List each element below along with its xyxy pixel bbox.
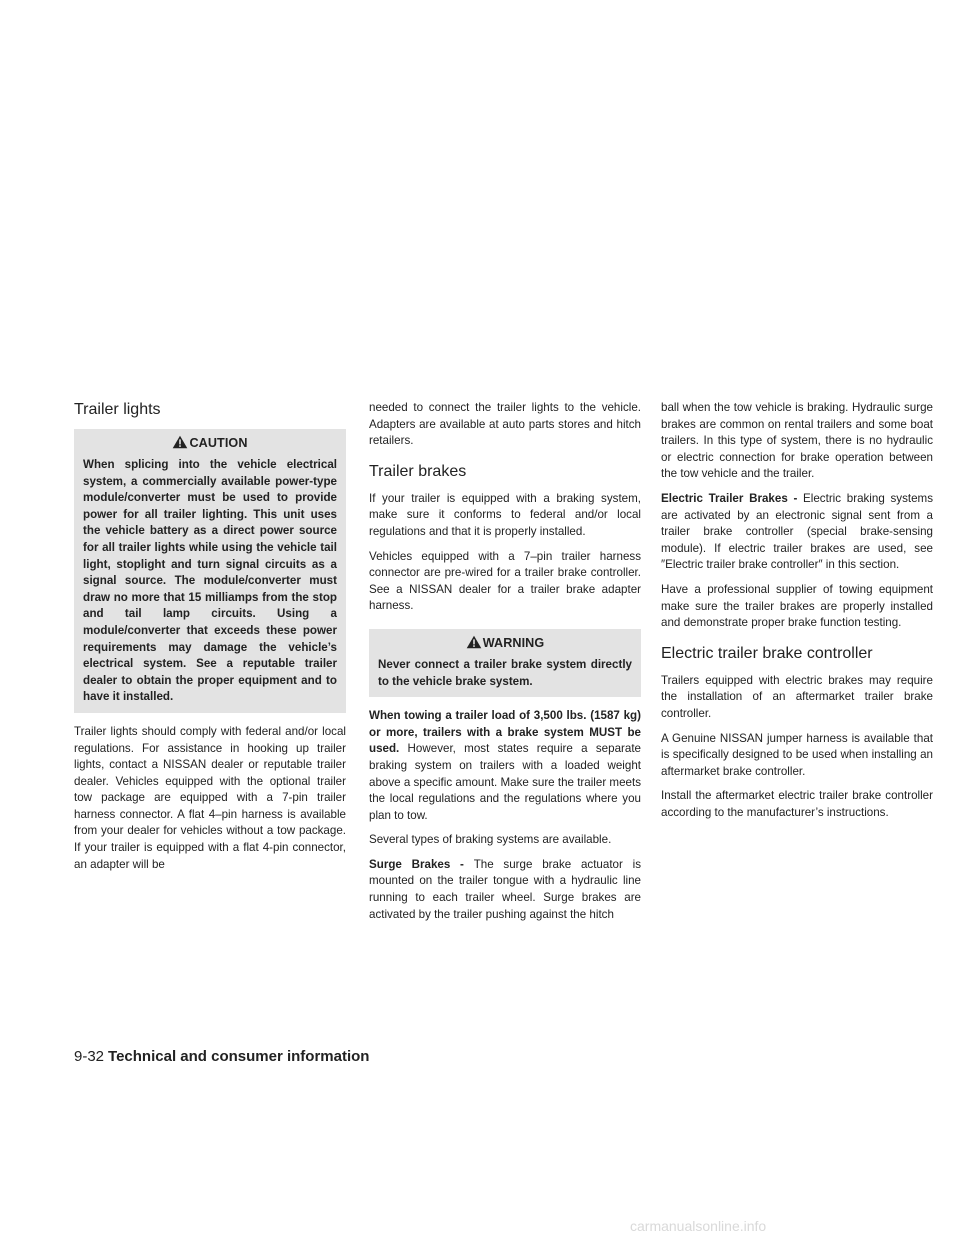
section-heading-electric-brake-controller: Electric trailer brake controller <box>661 644 873 662</box>
paragraph: If your trailer is equipped with a braking system, make sure it conforms to federal and/or local regulations and that it is properly installed. <box>369 491 641 538</box>
warning-triangle-icon <box>172 435 188 452</box>
paragraph-text: However, most states require a separate braking system on trailers with a loaded weight above a specific amount. Make sure the trailer meets the local regulations and the regulations where you plan to tow. <box>369 742 641 822</box>
warning-text: Never connect a trailer brake system directly to the vehicle brake system. <box>378 657 632 688</box>
caution-title-text: CAUTION <box>189 436 248 450</box>
section-heading-trailer-lights: Trailer lights <box>74 401 161 418</box>
caution-text: When splicing into the vehicle electrical system, a commercially available power-type module/converter must be used to provide power for all trailer lighting. This unit uses the vehicle battery as a direct power source for all trailer lights while using the vehicle tail light, stoplight and turn signal circuits as a signal source. The module/converter must draw no more that 15 milliamps from the stop and tail lamp circuits. Using a module/converter that exceeds these power requirements may damage the vehicle’s electrical system. See a reputable trailer dealer to obtain the proper equipment and to have it installed. <box>83 458 337 704</box>
paragraph: Vehicles equipped with a 7–pin trailer harness connector are pre-wired for a trailer brake controller. See a NISSAN dealer for a trailer brake adapter harness. <box>369 549 641 613</box>
paragraph: Trailers equipped with electric brakes may require the installation of an aftermarket trailer brake controller. <box>661 673 933 720</box>
paragraph-text: The surge brake actuator is mounted on the trailer tongue with a hydraulic line running to each trailer wheel. Surge brakes are activated by the trailer pushing against the hitch <box>369 857 641 921</box>
page-footer <box>74 1048 369 1065</box>
warning-box <box>369 629 641 697</box>
warning-title <box>378 635 632 652</box>
column-2 <box>369 400 641 931</box>
paragraph: needed to connect the trailer lights to the vehicle. Adapters are available at auto parts stores and hitch retailers. <box>369 401 641 448</box>
bold-lead: Electric Trailer Brakes - <box>661 491 804 505</box>
paragraph: A Genuine NISSAN jumper harness is available that is specifically designed to be used when installing an aftermarket brake controller. <box>661 731 933 778</box>
paragraph <box>661 491 933 574</box>
paragraph: Several types of braking systems are available. <box>369 833 612 847</box>
paragraph-text: Electric braking systems are activated by an electronic signal sent from a trailer brake controller (special brake-sensing module). If electric trailer brakes are used, see ″Electric trailer brake controller″ in this section. <box>661 491 933 572</box>
warning-title-text: WARNING <box>482 635 545 650</box>
paragraph <box>369 857 641 923</box>
caution-box <box>74 429 346 713</box>
column-3 <box>661 400 933 829</box>
paragraph: Install the aftermarket electric trailer brake controller according to the manufacturer’s instructions. <box>661 789 933 819</box>
bold-lead: Surge Brakes - <box>369 857 474 871</box>
warning-triangle-icon <box>466 635 482 652</box>
caution-title <box>83 435 337 452</box>
bold-lead: When towing a trailer load of 3,500 lbs. (1587 kg) or more, trailers with a brake system MUST be used. <box>369 709 641 756</box>
paragraph: Trailer lights should comply with federal and/or local regulations. For assistance in hooking up trailer lights, contact a NISSAN dealer or reputable trailer dealer. Vehicles equipped with the optional trailer tow package are equipped with a 7-pin trailer harness connector. A flat 4–pin harness is available from your dealer for vehicles without a tow package. If your trailer is equipped with a flat 4-pin connector, an adapter will be <box>74 724 346 871</box>
page-number: 9-32 <box>74 1048 105 1065</box>
section-title: Technical and consumer information <box>108 1048 370 1065</box>
paragraph <box>369 708 641 824</box>
section-heading-trailer-brakes: Trailer brakes <box>369 462 467 480</box>
watermark: carmanualsonline.info <box>630 1218 767 1234</box>
paragraph: Have a professional supplier of towing equipment make sure the trailer brakes are properly installed and demonstrate proper brake function testing. <box>661 582 933 630</box>
paragraph: ball when the tow vehicle is braking. Hydraulic surge brakes are common on rental trailers and some boat trailers. In this type of system, there is no hydraulic or electric connection for brake operation between the tow vehicle and the trailer. <box>661 401 933 481</box>
column-1 <box>74 400 346 881</box>
